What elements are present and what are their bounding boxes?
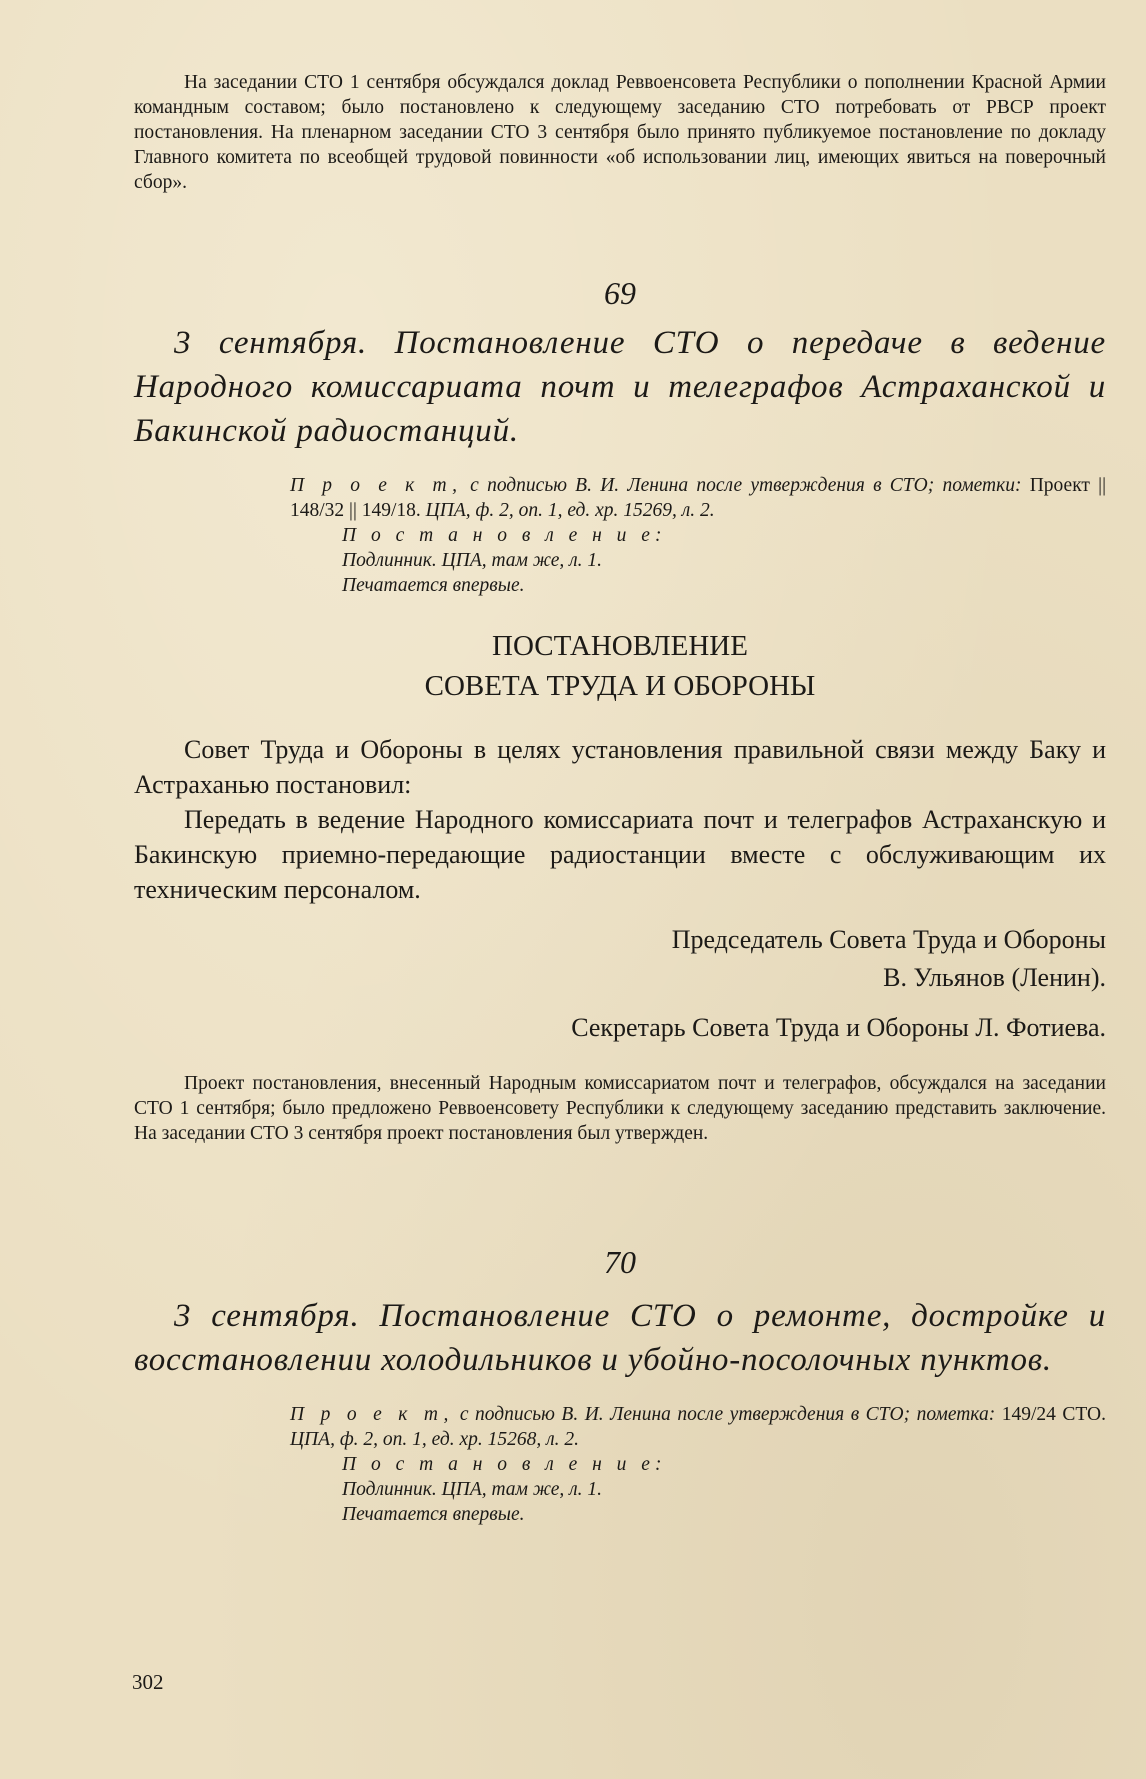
- document-69-source-block: [290, 473, 1106, 598]
- archive-ref: ЦПА, ф. 2, оп. 1, ед. хр. 15269, л. 2.: [420, 500, 715, 521]
- document-number-70: 70: [604, 1244, 636, 1280]
- document-70-source-line: [290, 1402, 1106, 1452]
- decree-paragraph-2: Передать в ведение Народного комиссариата почт и телеграфов Астраханскую и Бакинскую приемно-передающие радиостанции вместе с обслуживающим их техническим персоналом.: [134, 805, 1106, 904]
- source-label: П р о е к т,: [290, 1404, 454, 1425]
- first-print-note: Печатается впервые.: [342, 575, 525, 596]
- document-69-note: Проект постановления, внесенный Народным комиссариатом почт и телеграфов, обсуждался на заседании СТО 1 сентября; было предложено Реввоенсовету Республики к следующему заседанию представить заключение. На заседании СТО 3 сентября проект постановления был утвержден.: [134, 1073, 1106, 1144]
- resolution-original: Подлинник. ЦПА, там же, л. 1.: [342, 550, 603, 571]
- source-description: с подписью В. И. Ленина после утверждения в СТО;: [453, 1404, 911, 1425]
- document-69-heading: 3 сентября. Постановление СТО о передаче в ведение Народного комиссариата почт и телеграфов Астраханской и Бакинской радиостанций.: [134, 325, 1106, 449]
- resolution-label: П о с т а н о в л е н и е:: [342, 1454, 667, 1475]
- page-number: 302: [132, 1670, 164, 1694]
- marks-value: 149/24 СТО.: [995, 1404, 1106, 1425]
- marks-value: Проект || 148/32 || 149/18.: [290, 475, 1106, 521]
- source-description: с подписью В. И. Ленина после утверждения в СТО;: [461, 475, 935, 496]
- page-content: [134, 70, 1106, 1527]
- document-number-69: 69: [604, 275, 636, 311]
- marks-label: пометки:: [942, 475, 1022, 496]
- decree-paragraph-1: Совет Труда и Обороны в целях установления правильной связи между Баку и Астраханью постановил:: [134, 735, 1106, 799]
- marks-label: пометка:: [916, 1404, 996, 1425]
- chairman-title: Председатель Совета Труда и Обороны: [671, 925, 1106, 954]
- resolution-original: Подлинник. ЦПА, там же, л. 1.: [342, 1479, 603, 1500]
- document-70-heading: 3 сентября. Постановление СТО о ремонте, достройке и восстановлении холодильников и убойно-посолочных пунктов.: [134, 1298, 1106, 1378]
- source-label: П р о е к т,: [290, 475, 462, 496]
- document-69-source-line: [290, 473, 1106, 523]
- chairman-signature: В. Ульянов (Ленин).: [883, 963, 1106, 992]
- document-70-source-block: [290, 1402, 1106, 1527]
- first-print-note: Печатается впервые.: [342, 1504, 525, 1525]
- intro-note: На заседании СТО 1 сентября обсуждался доклад Реввоенсовета Республики о пополнении Красной Армии командным составом; было постановлено к следующему заседанию СТО потребовать от РВСР проект постановления. На пленарном заседании СТО 3 сентября было принято публикуемое постановление по докладу Главного комитета по всеобщей трудовой повинности «об использовании лиц, имеющих явиться на поверочный сбор».: [134, 72, 1106, 193]
- secretary-signature: Секретарь Совета Труда и Обороны Л. Фотиева.: [571, 1013, 1106, 1042]
- resolution-label: П о с т а н о в л е н и е:: [342, 525, 667, 546]
- archive-ref: ЦПА, ф. 2, оп. 1, ед. хр. 15268, л. 2.: [290, 1429, 579, 1450]
- decree-title-line1: ПОСТАНОВЛЕНИЕ: [492, 630, 748, 662]
- decree-title-line2: СОВЕТА ТРУДА И ОБОРОНЫ: [424, 670, 816, 702]
